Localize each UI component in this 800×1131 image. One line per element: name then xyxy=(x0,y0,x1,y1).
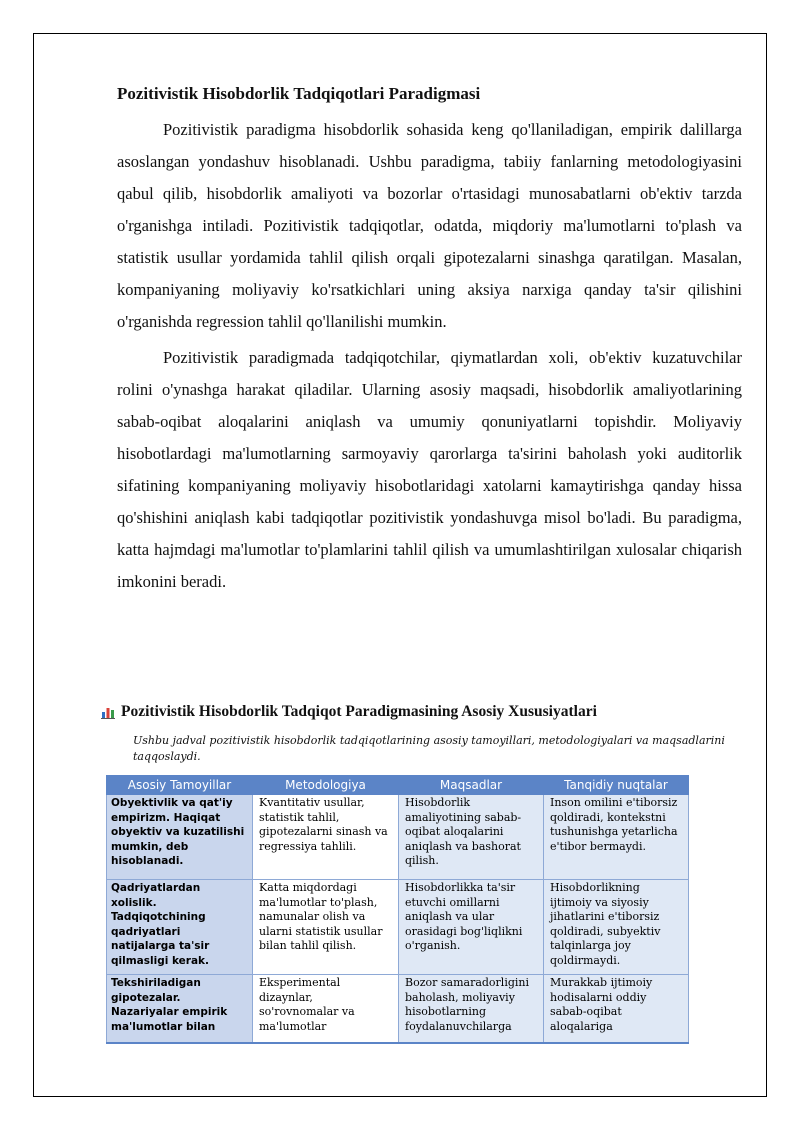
header-principles: Asosiy Tamoyillar xyxy=(107,776,253,795)
features-table xyxy=(106,775,689,1044)
table-cell: Murakkab ijtimoiy hodisalarni oddiy sabab-oqibat aloqalariga xyxy=(544,975,689,1044)
table-cell: Eksperimental dizaynlar, so'rovnomalar va ma'lumotlar xyxy=(253,975,399,1044)
table-row xyxy=(107,975,689,1044)
table-heading-text: Pozitivistik Hisobdorlik Tadqiqot Paradigmasining Asosiy Xususiyatlari xyxy=(121,703,597,720)
paragraph-1: Pozitivistik paradigma hisobdorlik sohasida keng qo'llaniladigan, empirik dalillarga asoslangan yondashuv hisoblanadi. Ushbu paradigma, tabiiy fanlarning metodologiyasini qabul qilib, hisobdorlik amaliyoti va bozorlar o'rtasidagi munosabatlarni ob'ektiv tarzda o'rganishga intiladi. Pozitivistik tadqiqotlar, odatda, miqdoriy ma'lumotlarni to'plash va statistik usullar yordamida tahlil qilish orqali gipotezalarni sinashga qaratilgan. Masalan, kompaniyaning moliyaviy ko'rsatkichlari uning aksiya narxiga qanday ta'sir qilishini o'rganishda regression tahlil qo'llanilishi mumkin. xyxy=(117,120,742,331)
table-row xyxy=(107,880,689,975)
table-cell: Bozor samaradorligini baholash, moliyaviy hisobotlarning foydalanuvchilarga xyxy=(399,975,544,1044)
paragraph-2: Pozitivistik paradigmada tadqiqotchilar, qiymatlardan xoli, ob'ektiv kuzatuvchilar rolini o'ynashga harakat qiladilar. Ularning asosiy maqsadi, hisobdorlik amaliyotlarining sabab-oqibat aloqalarini aniqlash va umumiy qonuniyatlarni topishdir. Moliyaviy hisobotlardagi ma'lumotlarning sarmoyaviy qarorlarga ta'sirini baholash yoki auditorlik sifatining kompaniyaning moliyaviy hisobotlaridagi xatolarni kamaytirishga qanday hissa qo'shishini aniqlash kabi tadqiqotlar pozitivistik yondashuvga misol bo'ladi. Bu paradigma, katta hajmdagi ma'lumotlar to'plamlarini tahlil qilish va umumlashtirilgan xulosalar chiqarish imkonini beradi. xyxy=(117,348,742,591)
bar-chart-icon xyxy=(101,705,115,719)
table-caption: Ushbu jadval pozitivistik hisobdorlik tadqiqotlarining asosiy tamoyillari, metodologiyalari va maqsadlarini taqqoslaydi. xyxy=(133,734,725,763)
header-critical-points: Tanqidiy nuqtalar xyxy=(544,776,689,795)
table-row xyxy=(107,795,689,880)
table-cell: Inson omilini e'tiborsiz qoldiradi, kontekstni tushunishga yetarlicha e'tibor bermaydi. xyxy=(544,795,689,880)
table-cell: Hisobdorlikka ta'sir etuvchi omillarni aniqlash va ular orasidagi bog'liqlikni o'rganish. xyxy=(399,880,544,975)
table-cell: Katta miqdordagi ma'lumotlar to'plash, namunalar olish va ularni statistik usullar bilan tahlil qilish. xyxy=(253,880,399,975)
table-cell: Obyektivlik va qat'iy empirizm. Haqiqat obyektiv va kuzatilishi mumkin, deb hisoblanadi. xyxy=(107,795,253,880)
table-cell: Hisobdorlik amaliyotining sabab-oqibat aloqalarini aniqlash va bashorat qilish. xyxy=(399,795,544,880)
table-header-row xyxy=(107,776,689,795)
header-methodology: Metodologiya xyxy=(253,776,399,795)
header-goals: Maqsadlar xyxy=(399,776,544,795)
table-cell: Qadriyatlardan xolislik. Tadqiqotchining qadriyatlari natijalarga ta'sir qilmasligi kerak. xyxy=(107,880,253,975)
table-cell: Tekshiriladigan gipotezalar. Nazariyalar empirik ma'lumotlar bilan xyxy=(107,975,253,1044)
table-heading xyxy=(101,703,761,721)
document-body xyxy=(117,84,742,602)
document-title: Pozitivistik Hisobdorlik Tadqiqotlari Paradigmasi xyxy=(117,84,481,103)
table-cell: Kvantitativ usullar, statistik tahlil, gipotezalarni sinash va regressiya tahlili. xyxy=(253,795,399,880)
table-cell: Hisobdorlikning ijtimoiy va siyosiy jihatlarini e'tiborsiz qoldiradi, subyektiv talqinlarga joy qoldirmaydi. xyxy=(544,880,689,975)
